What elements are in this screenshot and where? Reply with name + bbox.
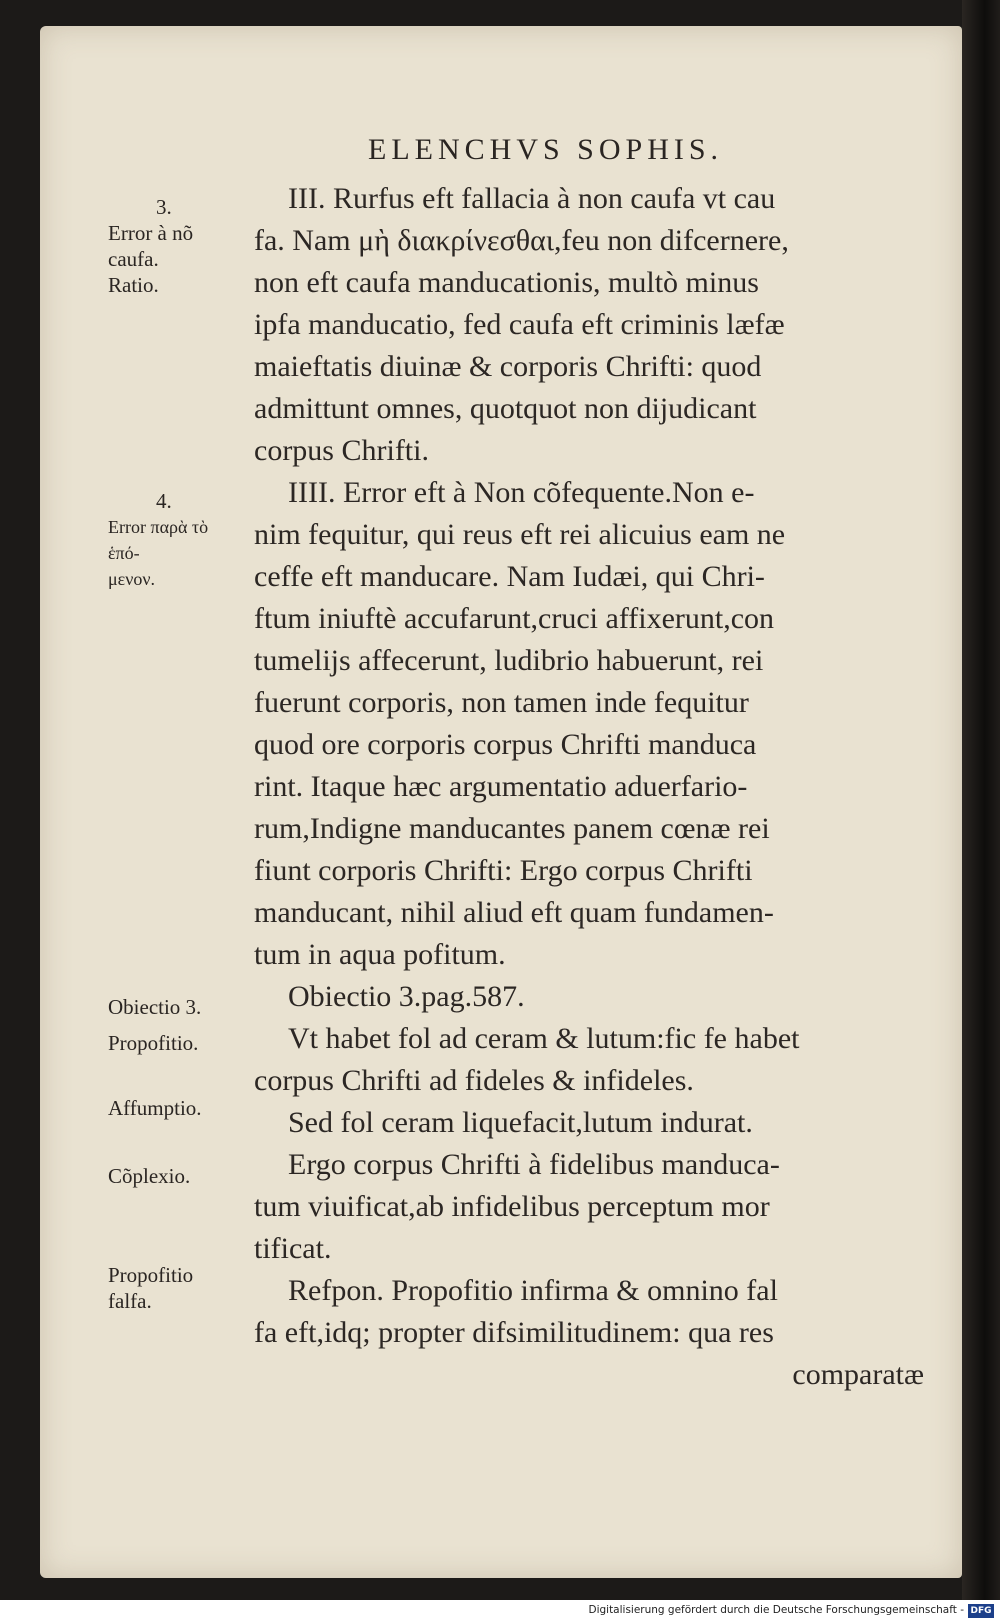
text-line: fa. Nam μὴ διακρίνεσθαι,feu non difcernere, [254, 224, 789, 257]
text-line: Sed fol ceram liquefacit,lutum indurat. [288, 1106, 753, 1139]
margin-note-propositio: Propofitio. [108, 1031, 199, 1055]
funding-credit: Digitalisierung gefördert durch die Deutsche Forschungsgemeinschaft - [588, 1604, 964, 1616]
margin-note-number: 4. [156, 489, 172, 513]
margin-note-line: caufa. [108, 247, 159, 271]
text-line: admittunt omnes, quotquot non dijudicant [254, 392, 757, 425]
text-line: ftum iniuftè accufarunt,cruci affixerunt,con [254, 602, 775, 635]
margin-note-line: Error παρὰ τὸ ἑπό- [108, 517, 209, 563]
text-line: Obiectio 3.pag.587. [288, 980, 525, 1013]
text-line: rint. Itaque hæc argumentatio aduerfario- [254, 770, 748, 803]
text-line: fa eft,idq; propter difsimilitudinem: qua res [254, 1316, 774, 1349]
running-header: ELENCHVS SOPHIS. [368, 133, 724, 166]
text-line: tum viuificat,ab infidelibus perceptum mor [254, 1190, 770, 1223]
text-line: Refpon. Propofitio infirma & omnino fal [288, 1274, 778, 1307]
margin-note-line: falfa. [108, 1289, 152, 1313]
text-line: fiunt corporis Chrifti: Ergo corpus Chrifti [254, 854, 753, 887]
text-line: non eft caufa manducationis, multò minus [254, 266, 759, 299]
footer-bar [0, 1600, 1000, 1623]
text-line: tum in aqua pofitum. [254, 938, 506, 971]
dfg-logo: DFG [968, 1604, 994, 1618]
text-line: Ergo corpus Chrifti à fidelibus manduca- [288, 1148, 780, 1181]
margin-note-line: Error à nõ [108, 221, 194, 245]
margin-note-line: Propofitio [108, 1263, 194, 1287]
margin-note-assumptio: Affumptio. [108, 1096, 202, 1120]
text-line: fuerunt corporis, non tamen inde fequitur [254, 686, 749, 719]
text-line: Vt habet fol ad ceram & lutum:fic fe habet [288, 1022, 800, 1055]
text-line: tificat. [254, 1232, 332, 1265]
margin-note-error-non-causa [108, 194, 248, 298]
margin-note-line: μενον. [108, 569, 155, 589]
text-line: ceffe eft manducare. Nam Iudæi, qui Chri- [254, 560, 765, 593]
text-line: tumelijs affecerunt, ludibrio habuerunt, rei [254, 644, 764, 677]
book-gutter [962, 0, 1000, 1600]
text-line: rum,Indigne manducantes panem cœnæ rei [254, 812, 770, 845]
text-line: corpus Chrifti. [254, 434, 429, 467]
margin-note-line: Ratio. [108, 273, 159, 297]
text-line: ipfa manducatio, fed caufa eft criminis læfæ [254, 308, 785, 341]
margin-note-propositio-falsa [108, 1262, 248, 1314]
catchword: comparatæ [792, 1358, 924, 1391]
margin-note-error-consequente [108, 488, 238, 592]
text-line: corpus Chrifti ad fideles & infideles. [254, 1064, 694, 1097]
margin-note-complexio: Cõplexio. [108, 1164, 191, 1188]
text-line: manducant, nihil aliud eft quam fundamen- [254, 896, 774, 929]
text-line: IIII. Error eft à Non cõfequente.Non e- [288, 476, 755, 509]
margin-note-number: 3. [156, 195, 172, 219]
main-text [254, 178, 924, 1396]
text-line: nim fequitur, qui reus eft rei alicuius eam ne [254, 518, 786, 551]
text-line: III. Rurfus eft fallacia à non caufa vt cau [288, 182, 776, 215]
margin-note-obiectio: Obiectio 3. [108, 995, 202, 1019]
text-line: maieftatis diuinæ & corporis Chrifti: quod [254, 350, 762, 383]
text-line: quod ore corporis corpus Chrifti manduca [254, 728, 757, 761]
